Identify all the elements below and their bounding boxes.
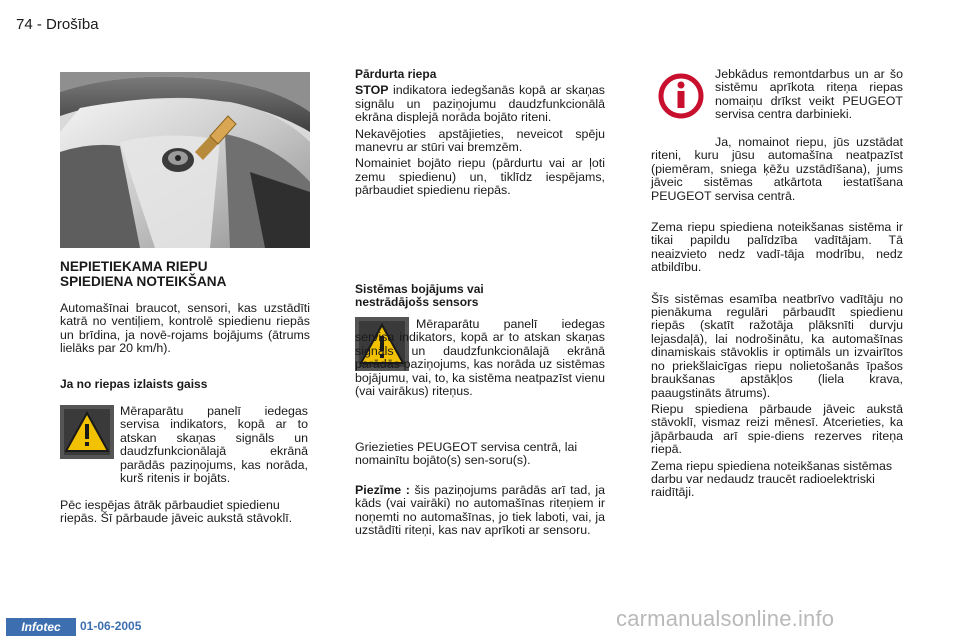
radio-interference-text: Zema riepu spiediena noteikšanas sistēmas darbu var nedaudz traucēt radioelektriski raidītāji.: [651, 458, 893, 500]
stop-immediately-text: Nekavējoties apstājieties, neveicot spēju manevru ar stūri vai bremzēm.: [355, 126, 605, 155]
fault-subhead-line2: nestrādājošs sensors: [355, 295, 479, 310]
deflated-warning-text: Mēraparātu panelī iedegas servisa indikators, kopā ar to atskan skaņas signāls un daudzfunkcionālajā ekrānā parādās paziņojums, kas norāda, kurš ritenis ir bojāts.: [120, 404, 308, 486]
fault-head-block: [355, 283, 605, 310]
intro-paragraph: Automašīnai braucot, sensori, kas uzstādīti katrā no ventiļiem, kontrolē spiedienu riepās un brīdina, ja novē-rojams bojājums (ātrums lielāks par 20 km/h).: [60, 301, 310, 356]
note-text: šis paziņojums parādās arī tad, ja kāds (vai vairāki) no automašīnas riteņiem ir noņemti no automašīnas, jo tiek laboti, vai, ja uzstādīti riteņi, kas nav aprīkoti ar sensoru.: [355, 482, 605, 538]
info-icon: [655, 70, 707, 122]
contact-service-text: Griezieties PEUGEOT servisa centrā, lai nomainītu bojāto(s) sen-soru(s).: [355, 440, 578, 468]
deflated-subhead: Ja no riepas izlaists gaiss: [60, 376, 208, 391]
main-title-line1: NEPIETIEKAMA RIEPU: [60, 259, 208, 274]
column-1: [60, 259, 310, 391]
watermark: carmanualsonline.info: [616, 606, 835, 631]
note-paragraph: [355, 484, 605, 538]
main-title-line2: SPIEDIENA NOTEIKŠANA: [60, 274, 227, 289]
info-text-block: [715, 68, 903, 122]
page-number: 74: [16, 16, 33, 33]
info-text: Jebkādus remontdarbus un ar šo sistēmu aprīkota riteņa riepas nomaiņu drīkst veikt PEUGEOT servisa centra darbinieki.: [715, 67, 903, 122]
stop-word: STOP: [355, 83, 389, 98]
warning-text-block: [120, 405, 308, 485]
infotec-logo: Infotec: [6, 618, 76, 636]
header-separator: -: [32, 16, 47, 33]
wheel-illustration: [60, 72, 310, 248]
deflated-after-text: Pēc iespējas ātrāk pārbaudiet spiedienu riepās. Šī pārbaude jāveic aukstā stāvoklī.: [60, 498, 293, 526]
cold-check-text: Riepu spiediena pārbaude jāveic aukstā stāvoklī, vismaz reizi mēnesī. Atcerieties, ka jāpārbauda arī spie-diens rezerves riteņa riepā.: [651, 401, 903, 457]
replace-tyre-text: Nomainiet bojāto riepu (pārdurtu vai ar ļoti zemu spiedienu) un, tiklīdz iespējams, pārbaudiet spiedienu riepās.: [355, 156, 605, 198]
wheel-reset-text: Ja, nomainot riepu, jūs uzstādat riteni, kuru jūsu automašīna neatpazīst (piemēram, sniega ķēžu uzstādīšana), jums jāveic sistēmas atkārtota iestatīšana PEUGEOT servisa centrā.: [651, 135, 903, 203]
fault-text-block: [355, 318, 605, 398]
page-header: [16, 16, 99, 33]
stop-paragraph: [355, 84, 605, 124]
punctured-subhead: Pārdurta riepa: [355, 67, 437, 81]
column-2-top: [355, 68, 605, 198]
deflated-after-block: [60, 499, 310, 526]
fault-subhead-line1: Sistēmas bojājums vai: [355, 282, 484, 296]
assist-only-text: Zema riepu spiediena noteikšanas sistēma ir tikai papildu palīdzība vadītājam. Tā neaizvieto nedz vadī-tāja modrību, nedz atbildību.: [651, 220, 903, 275]
stop-text: indikatora iedegšanās kopā ar skaņas signālu un paziņojumu daudzfunkcionālā ekrāna displejā norāda bojāto riteni.: [355, 83, 605, 125]
warning-triangle-icon: [60, 405, 114, 459]
driver-duty-text: Šīs sistēmas esamība neatbrīvo vadītāju no pienākuma regulāri pārbaudīt spiedienu riepās (skatīt ražotāja plāksnīti durvju lejasdaļā), lai nodrošinātu, ka automašīnas dinamiskais stāvoklis ir optimāls un izvairītos no priekšlaicīgas riepu nolietošanās īpašos braukšanas apstākļos (liela krava, paaugstināts ātrums).: [651, 291, 903, 400]
column-3-body: [651, 136, 903, 500]
note-label: Piezīme :: [355, 482, 410, 497]
fault-text: Mēraparātu panelī iedegas servisa indikators, kopā ar to atskan skaņas signāls un daudzfunkcionālajā ekrānā parādās paziņojums, kas norāda uz sistēmas bojājumu, vai, to, ka sistēma neatpazīst vienu (vai vairākus) riteņus.: [355, 317, 606, 399]
section-title: Drošība: [46, 16, 99, 33]
tyre-valve-photo: [60, 72, 310, 248]
column-2-bottom: [355, 441, 605, 537]
footer-date: 01-06-2005: [80, 619, 142, 633]
